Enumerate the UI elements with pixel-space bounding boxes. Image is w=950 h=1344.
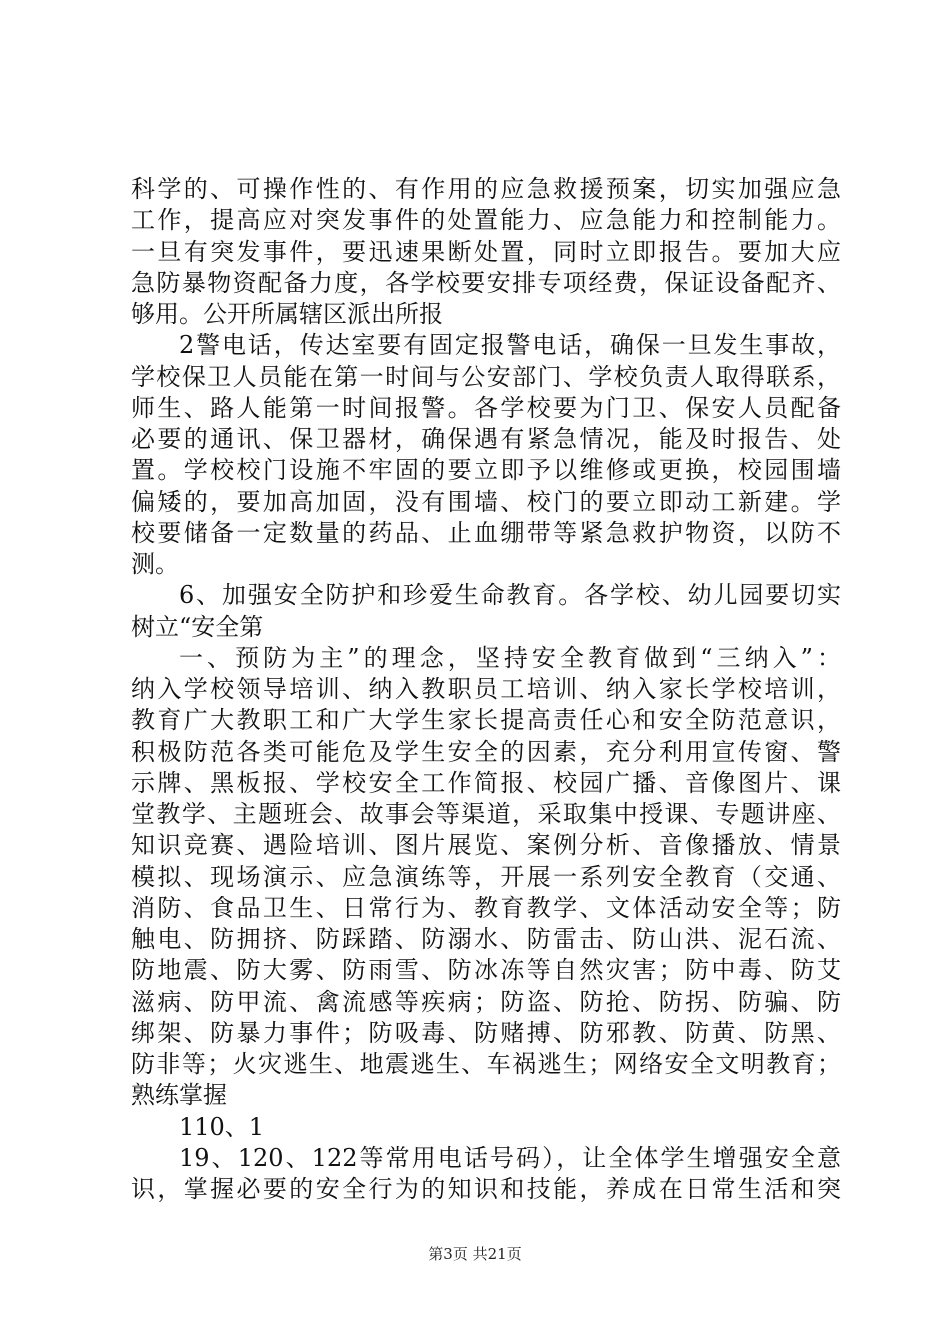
text-line: 知识竞赛、遇险培训、图片展览、案例分析、音像播放、情景: [131, 831, 841, 860]
text-line: 熟练掌握: [131, 1081, 227, 1110]
text-line: 够用。公开所属辖区派出所报: [131, 300, 443, 328]
page-number-label: 第3页 共21页: [428, 1245, 522, 1263]
text-line: 一旦有突发事件，要迅速果断处置，同时立即报告。要加大应: [131, 237, 841, 266]
text-line: 示牌、黑板报、学校安全工作简报、校园广播、音像图片、课: [131, 768, 841, 797]
text-line: 树立“安全第: [131, 612, 264, 641]
text-line: 触电、防拥挤、防踩踏、防溺水、防雷击、防山洪、泥石流、: [131, 925, 841, 953]
document-body: [131, 174, 841, 1205]
text-line: 2警电话，传达室要有固定报警电话，确保一旦发生事故，: [179, 331, 841, 360]
text-line: 识，掌握必要的安全行为的知识和技能，养成在日常生活和突: [131, 1175, 841, 1203]
text-line: 必要的通讯、保卫器材，确保遇有紧急情况，能及时报告、处: [131, 425, 841, 453]
text-line: 师生、路人能第一时间报警。各学校要为门卫、保安人员配备: [131, 393, 841, 422]
text-line: 绑架、防暴力事件；防吸毒、防赌搏、防邪教、防黄、防黑、: [131, 1018, 841, 1047]
text-line: 滋病、防甲流、禽流感等疾病；防盗、防抢、防拐、防骗、防: [131, 987, 841, 1016]
text-line: 一、预防为主”的理念，坚持安全教育做到“三纳入”：: [179, 643, 841, 672]
text-line: 19、120、122等常用电话号码），让全体学生增强安全意: [179, 1143, 841, 1172]
text-line: 偏矮的，要加高加固，没有围墙、校门的要立即动工新建。学: [131, 487, 841, 516]
text-line: 测。: [131, 550, 179, 578]
text-line: 防非等；火灾逃生、地震逃生、车祸逃生；网络安全文明教育；: [131, 1050, 841, 1078]
text-line: 工作，提高应对突发事件的处置能力、应急能力和控制能力。: [131, 206, 841, 235]
text-line: 纳入学校领导培训、纳入教职员工培训、纳入家长学校培训，: [131, 675, 841, 703]
text-line: 110、1: [179, 1112, 265, 1141]
text-line: 科学的、可操作性的、有作用的应急救援预案，切实加强应急: [131, 175, 841, 203]
text-line: 6、加强安全防护和珍爱生命教育。各学校、幼儿园要切实: [179, 581, 841, 610]
text-line: 消防、食品卫生、日常行为、教育教学、文体活动安全等；防: [131, 893, 841, 922]
text-line: 学校保卫人员能在第一时间与公安部门、学校负责人取得联系，: [131, 362, 841, 391]
text-line: 急防暴物资配备力度，各学校要安排专项经费，保证设备配齐、: [131, 268, 841, 297]
page-footer: [0, 1244, 950, 1264]
text-line: 置。学校校门设施不牢固的要立即予以维修或更换，校园围墙: [131, 456, 841, 485]
text-line: 积极防范各类可能危及学生安全的因素，充分利用宣传窗、警: [131, 737, 841, 766]
text-line: 堂教学、主题班会、故事会等渠道，采取集中授课、专题讲座、: [131, 800, 841, 828]
text-line: 校要储备一定数量的药品、止血绷带等紧急救护物资，以防不: [131, 518, 841, 547]
text-line: 模拟、现场演示、应急演练等，开展一系列安全教育（交通、: [131, 862, 841, 891]
text-line: 防地震、防大雾、防雨雪、防冰冻等自然灾害；防中毒、防艾: [131, 956, 841, 985]
text-line: 教育广大教职工和广大学生家长提高责任心和安全防范意识，: [131, 706, 841, 735]
